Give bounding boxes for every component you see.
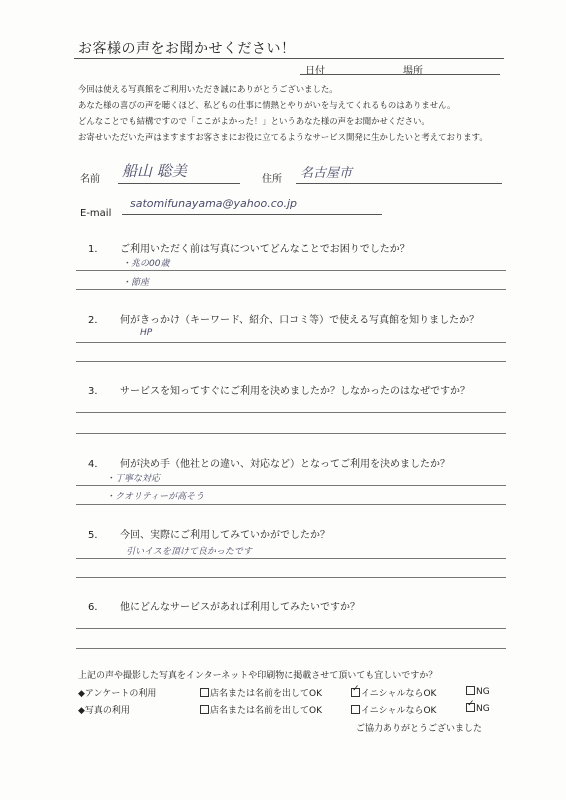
question-2-line-2 bbox=[76, 361, 506, 362]
checkbox-checked[interactable]: ✓ bbox=[351, 688, 360, 697]
question-5-line-2 bbox=[76, 577, 506, 578]
question-4-text: 何が決め手（他社との違い、対応など）となってご利用を決めましたか？ bbox=[120, 459, 450, 470]
question-3-text: サービスを知ってすぐにご利用を決めましたか？しなかったのはなぜですか？ bbox=[120, 386, 470, 397]
question-2-line-1 bbox=[76, 342, 506, 343]
question-2-number: 2． bbox=[88, 315, 105, 326]
question-4-answer-2[interactable]: ・クオリティーが高そう bbox=[106, 492, 205, 502]
question-5-number: 5． bbox=[88, 530, 105, 541]
checkbox[interactable] bbox=[466, 686, 475, 695]
question-6-text: 他にどんなサービスがあれば利用してみたいですか？ bbox=[120, 602, 360, 613]
question-1-answer-2[interactable]: ・節座 bbox=[122, 278, 150, 288]
question-3-number: 3． bbox=[88, 386, 105, 397]
address-label: 住所 bbox=[262, 174, 282, 185]
question-2-text: 何がきっかけ（キーワード、紹介、口コミ等）で使える写真館を知りましたか？ bbox=[120, 315, 480, 326]
photo-option-ng[interactable]: ✓ NG bbox=[467, 699, 490, 714]
intro-line-3: どんなことでも結構ですので「ここがよかった！」というあなた様の声をお聞かせください。 bbox=[78, 116, 430, 126]
checkbox[interactable] bbox=[351, 705, 360, 714]
photo-option-name[interactable]: 店名または名前を出してOK bbox=[200, 703, 322, 716]
survey-option-ng[interactable]: NG bbox=[466, 686, 490, 697]
checkbox-checked[interactable]: ✓ bbox=[466, 703, 475, 712]
intro-line-1: 今回は使える写真館をご利用いただき誠にありがとうございました。 bbox=[78, 84, 338, 94]
consent-row-survey-label: ◆アンケートの利用 bbox=[78, 689, 157, 699]
survey-option-initial[interactable]: ✓ イニシャルならOK bbox=[352, 684, 437, 699]
name-label: 名前 bbox=[80, 174, 100, 185]
intro-line-2: あなた様の喜びの声を聴くほど、私どもの仕事に情熱とやりがいを与えてくれるものはありません。 bbox=[78, 100, 456, 110]
question-4-number: 4． bbox=[88, 459, 105, 470]
question-2-answer-1[interactable]: HP bbox=[140, 328, 153, 338]
consent-question: 上記の声や撮影した写真をインターネットや印刷物に掲載させて頂いても宜しいですか？ bbox=[78, 671, 438, 681]
question-1-answer-1[interactable]: ・兆の00歳 bbox=[122, 259, 170, 269]
question-1-number: 1． bbox=[88, 244, 105, 255]
question-1-line-2 bbox=[76, 289, 506, 290]
thanks-message: ご協力ありがとうございました bbox=[356, 724, 483, 734]
intro-line-4: お寄せいただいた声はますますお客さまにお役に立てるようなサービス開発に生かしたいと考えております。 bbox=[78, 132, 488, 142]
question-3-line-2 bbox=[76, 433, 506, 434]
question-6-line-2 bbox=[76, 648, 506, 649]
question-5-text: 今回、実際にご利用してみていかがでしたか？ bbox=[120, 530, 330, 541]
question-6-line-1 bbox=[76, 628, 506, 629]
checkbox[interactable] bbox=[200, 705, 209, 714]
question-1-line-1 bbox=[76, 270, 506, 271]
question-5-line-1 bbox=[76, 558, 506, 559]
email-value[interactable]: satomifunayama@yahoo.co.jp bbox=[130, 197, 298, 210]
question-6-number: 6． bbox=[88, 602, 105, 613]
email-label: E-mail bbox=[80, 208, 112, 219]
page-title: お客様の声をお聞かせください！ bbox=[78, 41, 296, 57]
name-value[interactable]: 船山 聡美 bbox=[122, 162, 187, 180]
question-4-line-1 bbox=[76, 485, 506, 486]
email-line bbox=[122, 214, 382, 215]
question-4-line-2 bbox=[76, 504, 506, 505]
date-label: 日付 bbox=[305, 66, 325, 77]
question-3-line-1 bbox=[76, 412, 506, 413]
question-1-text: ご利用いただく前は写真についてどんなことでお困りでしたか？ bbox=[120, 244, 410, 255]
name-line bbox=[118, 183, 240, 184]
consent-row-photo-label: ◆写真の利用 bbox=[78, 706, 130, 716]
survey-option-name[interactable]: 店名または名前を出してOK bbox=[200, 686, 322, 699]
title-underline bbox=[74, 58, 504, 59]
place-label: 場所 bbox=[403, 66, 423, 77]
checkbox[interactable] bbox=[200, 688, 209, 697]
address-line bbox=[296, 183, 502, 184]
date-place-line bbox=[300, 74, 500, 75]
question-4-answer-1[interactable]: ・丁寧な対応 bbox=[106, 474, 161, 484]
question-5-answer-1[interactable]: 引いイスを頂けて良かったです bbox=[126, 547, 252, 557]
photo-option-initial[interactable]: イニシャルならOK bbox=[351, 703, 436, 716]
address-value[interactable]: 名古屋市 bbox=[300, 166, 353, 181]
